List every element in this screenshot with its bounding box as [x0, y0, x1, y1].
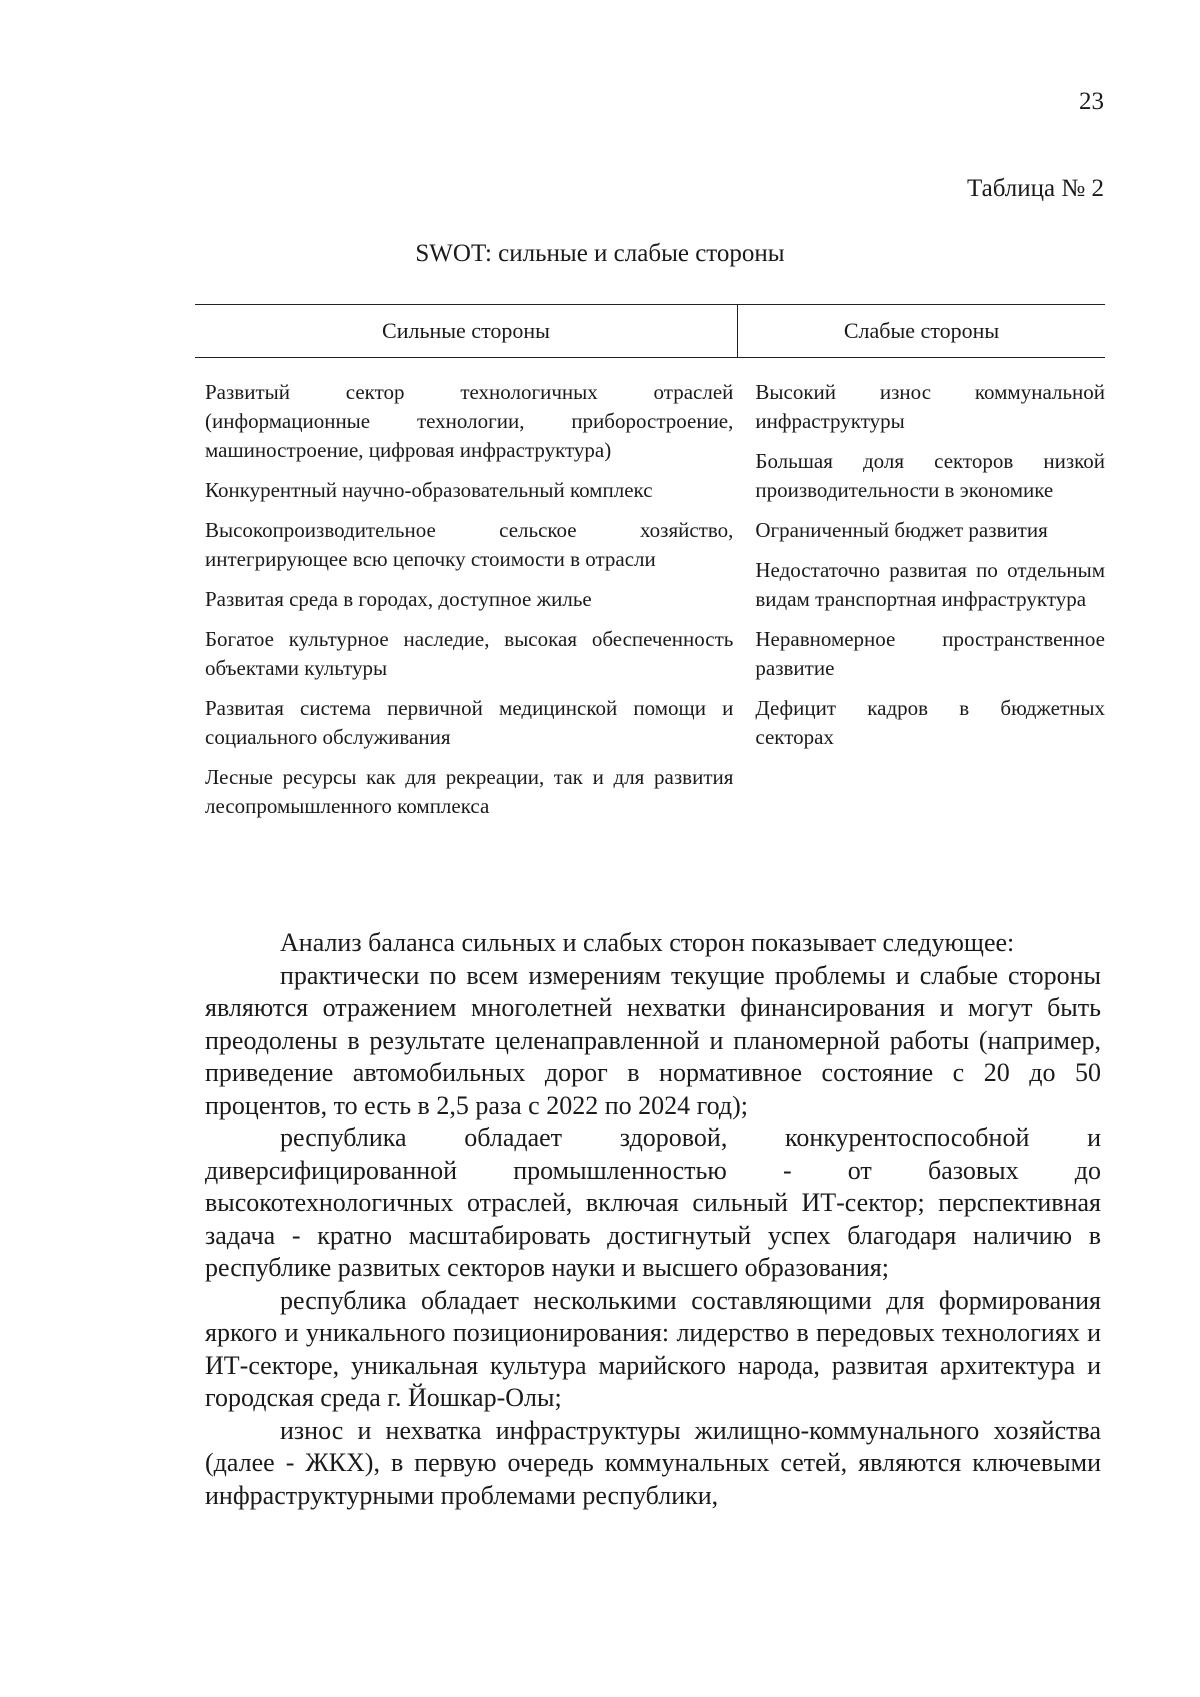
analysis-paragraph: республика обладает несколькими составляющими для формирования яркого и уникального позиционирования: лидерство в передовых технологиях и ИТ-секторе, уникальная культура марийского народа, развитая архитектура и городская среда г. Йошкар-Олы; — [205, 1285, 1101, 1412]
strength-item: Развитый сектор технологичных отраслей (информационные технологии, приборостроение, машиностроение, цифровая инфраструктура) — [205, 380, 734, 462]
analysis-text — [205, 927, 1101, 1512]
weaknesses-column — [755, 378, 1105, 832]
analysis-intro: Анализ баланса сильных и слабых сторон показывает следующее: — [280, 928, 1015, 957]
strengths-header: Сильные стороны — [195, 305, 738, 357]
weakness-item: Ограниченный бюджет развития — [755, 518, 1048, 542]
strengths-column — [195, 378, 733, 832]
weaknesses-header: Слабые стороны — [843, 318, 1000, 343]
strength-item: Высокопроизводительное сельское хозяйство, интегрирующее всю цепочку стоимости в отрасли — [205, 518, 734, 571]
analysis-paragraph: республика обладает здоровой, конкурентоспособной и диверсифицированной промышленностью - от базовых до высокотехнологичных отраслей, включая сильный ИТ-сектор; перспективная задача - кратно масштабировать достигнутый успех благодаря наличию в республике развитых секторов науки и высшего образования; — [205, 1123, 1101, 1282]
swot-table — [195, 304, 1105, 832]
weakness-item: Дефицит кадров в бюджетных секторах — [755, 696, 1105, 749]
table-title: SWOT: сильные и слабые стороны — [415, 240, 785, 267]
analysis-paragraph: практически по всем измерениям текущие проблемы и слабые стороны являются отражением многолетней нехватки финансирования и могут быть преодолены в результате целенаправленной и планомерной работы (например, приведение автомобильных дорог в нормативное состояние с 20 до 50 процентов, то есть в 2,5 раза с 2022 по 2024 год); — [205, 960, 1101, 1120]
swot-table-body — [195, 358, 1105, 832]
weakness-item: Высокий износ коммунальной инфраструктуры — [755, 380, 1105, 433]
weakness-item: Большая доля секторов низкой производительности в экономике — [755, 449, 1105, 502]
page-number: 23 — [1079, 88, 1104, 115]
strength-item: Развитая система первичной медицинской помощи и социального обслуживания — [205, 696, 734, 749]
strength-item: Богатое культурное наследие, высокая обеспеченность объектами культуры — [205, 627, 734, 680]
weakness-item: Недостаточно развитая по отдельным видам транспортная инфраструктура — [755, 558, 1105, 611]
strength-item: Конкурентный научно-образовательный комплекс — [205, 478, 653, 502]
strength-item: Лесные ресурсы как для рекреации, так и для развития лесопромышленного комплекса — [205, 765, 734, 818]
analysis-paragraph: износ и нехватка инфраструктуры жилищно-коммунального хозяйства (далее - ЖКХ), в первую очередь коммунальных сетей, являются ключевыми инфраструктурными проблемами республики, — [205, 1415, 1101, 1510]
swot-table-header — [195, 304, 1105, 358]
strength-item: Развитая среда в городах, доступное жилье — [205, 587, 592, 611]
table-label: Таблица № 2 — [966, 175, 1104, 202]
weakness-item: Неравномерное пространственное развитие — [755, 627, 1105, 680]
